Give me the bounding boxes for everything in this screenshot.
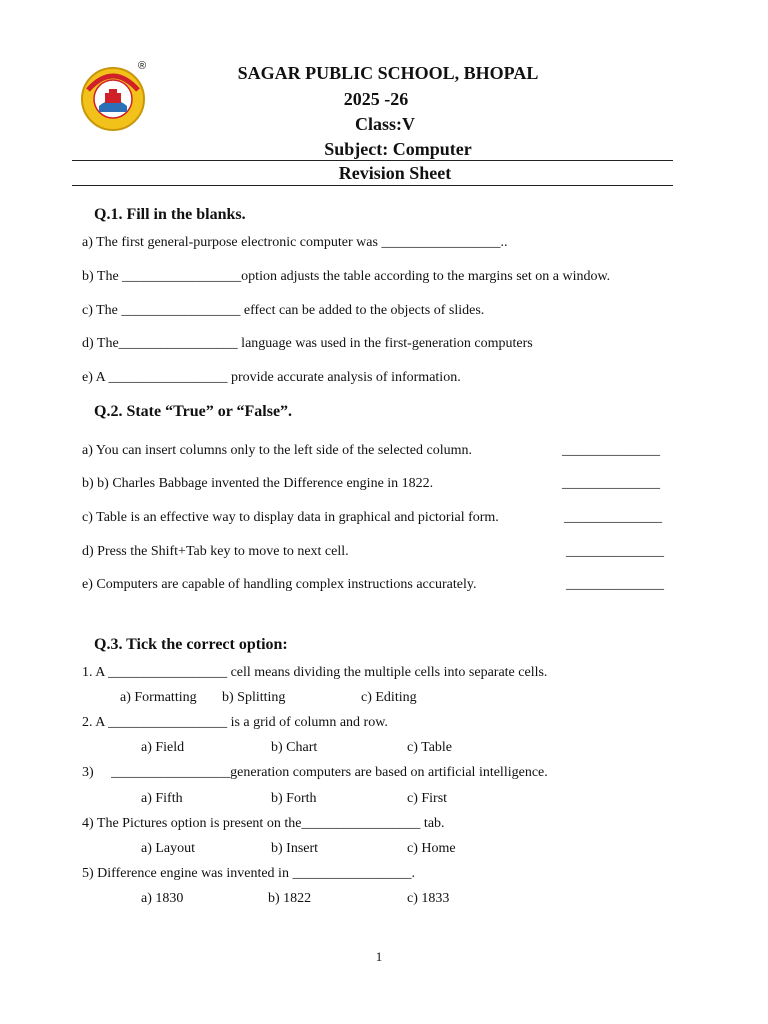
- q2-heading: Q.2. State “True” or “False”.: [94, 403, 293, 420]
- header-rule-top: [72, 160, 673, 161]
- q1-item-d: d) The_________________ language was used in the first-generation computers: [82, 336, 533, 351]
- page-number: 1: [375, 949, 383, 964]
- q3-item-1: 1. A _________________ cell means dividing the multiple cells into separate cells.: [82, 665, 548, 680]
- header-rule-bottom: [72, 185, 673, 186]
- q3-item-2: 2. A _________________ is a grid of column and row.: [82, 715, 388, 730]
- q3-item-4-option-a: a) Layout: [141, 841, 196, 856]
- q2-item-c: c) Table is an effective way to display data in graphical and pictorial form.: [82, 510, 499, 525]
- q3-item-5-option-a: a) 1830: [141, 891, 184, 906]
- q3-item-4: 4) The Pictures option is present on the_________________ tab.: [82, 816, 445, 831]
- q3-heading: Q.3. Tick the correct option:: [94, 636, 288, 653]
- q2-item-a-blank: ______________: [562, 443, 660, 458]
- q3-item-2-option-a: a) Field: [141, 740, 185, 755]
- q3-item-3: 3) _________________generation computers are based on artificial intelligence.: [82, 765, 548, 780]
- school-name: SAGAR PUBLIC SCHOOL, BHOPAL: [237, 63, 539, 83]
- q2-item-d-blank: ______________: [566, 544, 664, 559]
- q3-item-1-option-b: b) Splitting: [222, 690, 286, 705]
- q3-item-3-option-a: a) Fifth: [141, 791, 183, 806]
- q2-item-b: b) b) Charles Babbage invented the Difference engine in 1822.: [82, 476, 434, 491]
- q2-item-e: e) Computers are capable of handling complex instructions accurately.: [82, 577, 477, 592]
- q3-item-3-option-c: c) First: [407, 791, 448, 806]
- q3-item-4-option-c: c) Home: [407, 841, 456, 856]
- q1-item-c: c) The _________________ effect can be added to the objects of slides.: [82, 303, 485, 318]
- q2-item-e-blank: ______________: [566, 577, 664, 592]
- session-year: 2025 -26: [343, 89, 409, 109]
- q3-item-5-option-c: c) 1833: [407, 891, 450, 906]
- q1-item-b: b) The _________________option adjusts the table according to the margins set on a window.: [82, 269, 611, 284]
- logo-registered-mark: ®: [138, 60, 147, 72]
- sheet-title: Revision Sheet: [338, 163, 452, 183]
- q2-item-c-blank: ______________: [564, 510, 662, 525]
- q3-item-5-option-b: b) 1822: [268, 891, 312, 906]
- subject-label: Subject: Computer: [324, 139, 472, 159]
- q1-item-e: e) A _________________ provide accurate analysis of information.: [82, 370, 461, 385]
- q2-item-b-blank: ______________: [562, 476, 660, 491]
- q3-item-3-option-b: b) Forth: [271, 791, 317, 806]
- q2-item-a: a) You can insert columns only to the left side of the selected column.: [82, 443, 472, 458]
- q3-item-5: 5) Difference engine was invented in _________________.: [82, 866, 415, 881]
- q3-item-1-option-c: c) Editing: [361, 690, 417, 705]
- q3-item-4-option-b: b) Insert: [271, 841, 319, 856]
- q2-item-d: d) Press the Shift+Tab key to move to next cell.: [82, 544, 349, 559]
- q3-item-2-option-c: c) Table: [407, 740, 453, 755]
- class-label: Class:V: [354, 114, 415, 134]
- q3-item-1-option-a: a) Formatting: [120, 690, 197, 705]
- q1-heading: Q.1. Fill in the blanks.: [94, 206, 246, 223]
- q3-item-2-option-b: b) Chart: [271, 740, 318, 755]
- q1-item-a: a) The first general-purpose electronic computer was _________________..: [82, 235, 508, 250]
